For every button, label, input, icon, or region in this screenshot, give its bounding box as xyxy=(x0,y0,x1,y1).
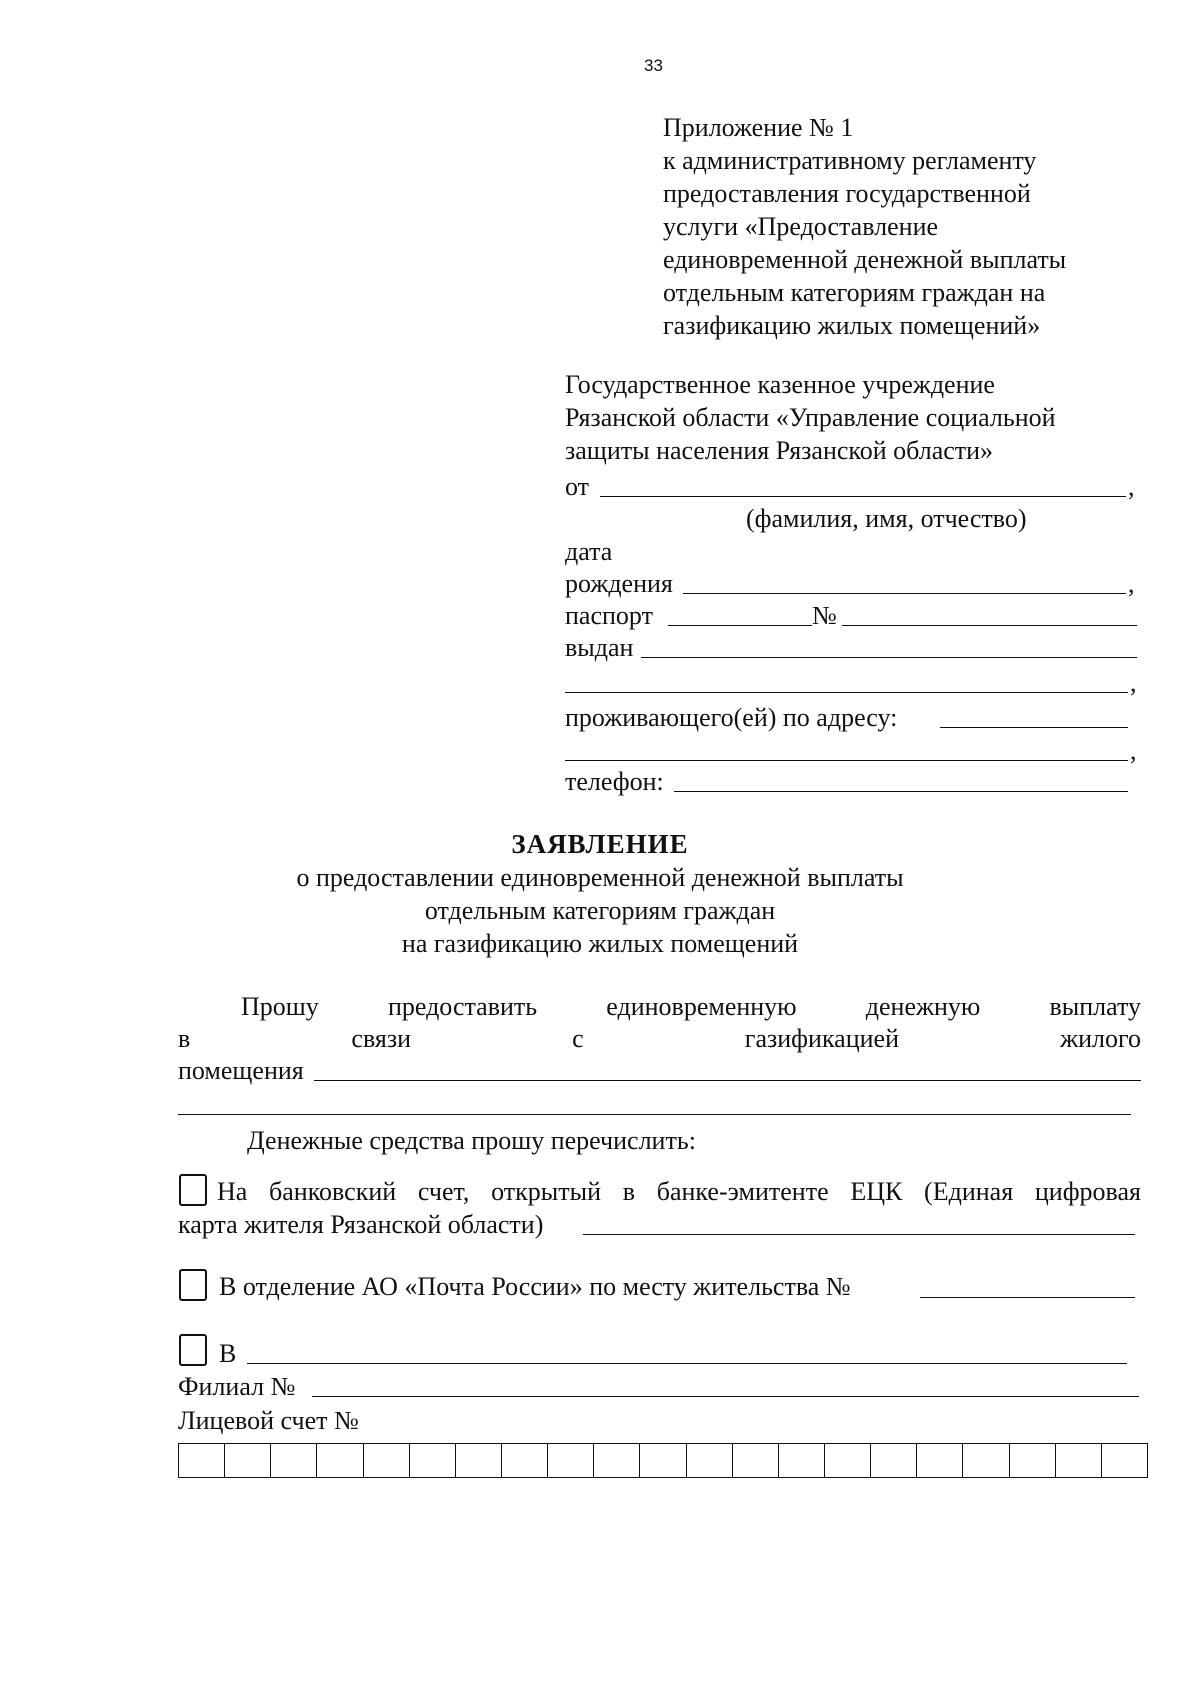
account-digit-cell[interactable] xyxy=(871,1444,917,1477)
address-field-line2[interactable] xyxy=(565,760,1128,761)
account-digit-cell[interactable] xyxy=(271,1444,317,1477)
account-digit-cell[interactable] xyxy=(733,1444,779,1477)
other-bank-checkbox[interactable] xyxy=(179,1334,207,1366)
appendix-line: отдельным категориям граждан на xyxy=(663,278,1046,307)
appendix-line: предоставления государственной xyxy=(663,179,1031,208)
statement-subtitle-line: отдельным категориям граждан xyxy=(424,896,776,925)
branch-label: Филиал № xyxy=(178,1372,296,1401)
residing-label: проживающего(ей) по адресу: xyxy=(565,703,898,732)
post-office-number-field[interactable] xyxy=(920,1297,1135,1298)
page-number: 33 xyxy=(644,56,663,75)
statement-title: ЗАЯВЛЕНИЕ xyxy=(511,829,689,859)
account-number-grid[interactable] xyxy=(178,1443,1148,1478)
issued-label: выдан xyxy=(565,633,634,662)
request-line-3: помещения xyxy=(178,1056,304,1085)
account-digit-cell[interactable] xyxy=(364,1444,410,1477)
premises-field-line2[interactable] xyxy=(178,1114,1131,1115)
appendix-line: к административному регламенту xyxy=(663,146,1037,175)
comma: , xyxy=(1130,736,1137,765)
passport-label: паспорт xyxy=(565,601,653,630)
account-digit-cell[interactable] xyxy=(917,1444,963,1477)
birth-label-2: рождения xyxy=(565,569,673,598)
account-digit-cell[interactable] xyxy=(502,1444,548,1477)
account-digit-cell[interactable] xyxy=(179,1444,225,1477)
option-post-label: В отделение АО «Почта России» по месту жительства № xyxy=(219,1272,851,1301)
request-line-1: Прошу предоставить единовременную денежную выплату xyxy=(241,992,1141,1021)
passport-number-field[interactable] xyxy=(842,625,1137,626)
branch-number-field[interactable] xyxy=(312,1396,1139,1397)
bank-account-checkbox[interactable] xyxy=(179,1174,207,1206)
account-digit-cell[interactable] xyxy=(1102,1444,1147,1477)
passport-number-sign: № xyxy=(812,601,837,630)
addressee-line: Государственное казенное учреждение xyxy=(565,370,995,399)
account-digit-cell[interactable] xyxy=(548,1444,594,1477)
account-digit-cell[interactable] xyxy=(779,1444,825,1477)
appendix-line: единовременной денежной выплаты xyxy=(663,245,1067,274)
transfer-label: Денежные средства прошу перечислить: xyxy=(247,1126,696,1155)
appendix-line: газификацию жилых помещений» xyxy=(663,311,1041,340)
comma: , xyxy=(1130,668,1137,697)
statement-subtitle-line: на газификацию жилых помещений xyxy=(401,929,799,958)
account-digit-cell[interactable] xyxy=(825,1444,871,1477)
account-digit-cell[interactable] xyxy=(410,1444,456,1477)
birth-label-1: дата xyxy=(565,537,613,566)
comma: , xyxy=(1128,569,1135,598)
other-bank-field[interactable] xyxy=(247,1363,1127,1364)
premises-field[interactable] xyxy=(314,1080,1141,1081)
request-line-2: в связи с газификацией жилого xyxy=(178,1024,1141,1053)
addressee-line: защиты населения Рязанской области» xyxy=(565,436,994,465)
address-field[interactable] xyxy=(940,727,1128,728)
statement-subtitle-line: о предоставлении единовременной денежной выплаты xyxy=(296,863,904,892)
issued-by-field[interactable] xyxy=(641,657,1137,658)
fio-hint: (фамилия, имя, отчество) xyxy=(746,504,1027,533)
fio-field[interactable] xyxy=(600,496,1126,497)
bank-account-field[interactable] xyxy=(583,1234,1135,1235)
account-digit-cell[interactable] xyxy=(1056,1444,1102,1477)
account-digit-cell[interactable] xyxy=(687,1444,733,1477)
addressee-line: Рязанской области «Управление социальной xyxy=(565,403,1056,432)
issued-by-field-line2[interactable] xyxy=(565,692,1128,693)
account-digit-cell[interactable] xyxy=(640,1444,686,1477)
account-digit-cell[interactable] xyxy=(963,1444,1009,1477)
account-digit-cell[interactable] xyxy=(1010,1444,1056,1477)
phone-field[interactable] xyxy=(674,791,1128,792)
phone-label: телефон: xyxy=(565,767,664,796)
option-bank-line-2: карта жителя Рязанской области) xyxy=(178,1210,544,1239)
appendix-line: услуги «Предоставление xyxy=(663,212,939,241)
post-office-checkbox[interactable] xyxy=(179,1269,207,1301)
appendix-line: Приложение № 1 xyxy=(663,113,854,142)
account-digit-cell[interactable] xyxy=(317,1444,363,1477)
account-digit-cell[interactable] xyxy=(225,1444,271,1477)
account-digit-cell[interactable] xyxy=(594,1444,640,1477)
option-bank-line-1: На банковский счет, открытый в банке-эмитенте ЕЦК (Единая цифровая xyxy=(217,1177,1141,1206)
from-label: от xyxy=(565,472,590,501)
option-other-label: В xyxy=(219,1339,237,1368)
account-label: Лицевой счет № xyxy=(178,1406,359,1435)
passport-series-field[interactable] xyxy=(668,625,812,626)
comma: , xyxy=(1128,472,1135,501)
birth-date-field[interactable] xyxy=(683,593,1126,594)
account-digit-cell[interactable] xyxy=(456,1444,502,1477)
